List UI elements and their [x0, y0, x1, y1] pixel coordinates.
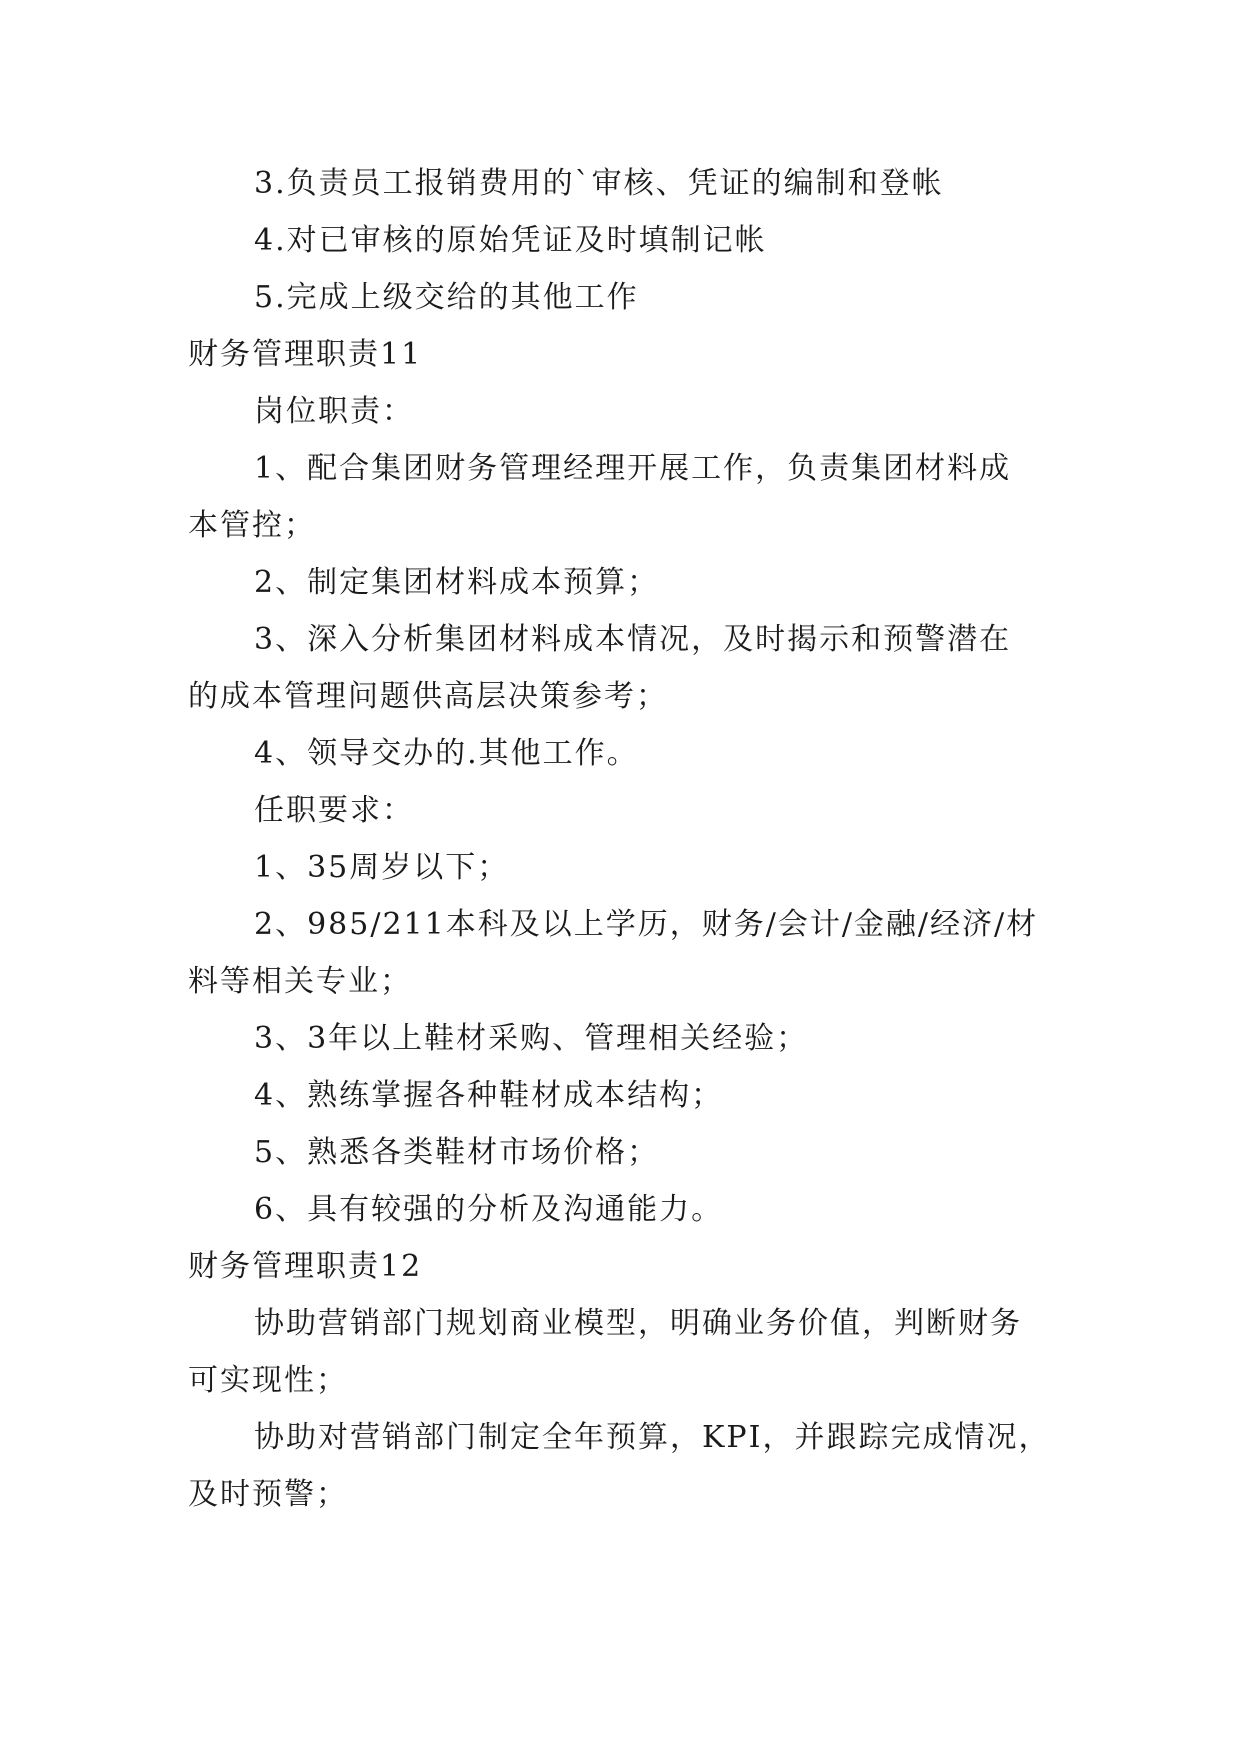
text-line: 1、35周岁以下； — [254, 850, 510, 885]
text-line: 2、985/211本科及以上学历，财务/会计/金融/经济/材 — [254, 907, 1039, 942]
section-heading: 财务管理职责12 — [188, 1249, 423, 1284]
text-line: 的成本管理问题供高层决策参考； — [188, 679, 668, 714]
text-line: 4、领导交办的.其他工作。 — [254, 736, 639, 771]
text-line: 及时预警； — [188, 1477, 348, 1512]
text-line: 6、具有较强的分析及沟通能力。 — [254, 1192, 724, 1227]
text-line: 1、配合集团财务管理经理开展工作，负责集团材料成 — [254, 451, 1012, 486]
section-heading: 财务管理职责11 — [188, 337, 423, 372]
text-line: 本管控； — [188, 508, 316, 543]
text-line: 4.对已审核的原始凭证及时填制记帐 — [254, 223, 767, 258]
text-line: 3、3年以上鞋材采购、管理相关经验； — [254, 1021, 809, 1056]
text-line: 2、制定集团材料成本预算； — [254, 565, 660, 600]
text-line: 协助营销部门规划商业模型，明确业务价值，判断财务 — [254, 1306, 1022, 1341]
text-line: 5.完成上级交给的其他工作 — [254, 280, 639, 315]
text-line: 可实现性； — [188, 1363, 348, 1398]
text-line: 3、深入分析集团材料成本情况，及时揭示和预警潜在 — [254, 622, 1012, 657]
text-line: 任职要求： — [254, 793, 414, 828]
text-line: 4、熟练掌握各种鞋材成本结构； — [254, 1078, 724, 1113]
text-line: 岗位职责： — [254, 394, 414, 429]
text-line: 3.负责员工报销费用的`审核、凭证的编制和登帐 — [254, 166, 944, 201]
text-line: 协助对营销部门制定全年预算，KPI，并跟踪完成情况， — [254, 1420, 1051, 1455]
text-line: 料等相关专业； — [188, 964, 412, 999]
text-line: 5、熟悉各类鞋材市场价格； — [254, 1135, 660, 1170]
